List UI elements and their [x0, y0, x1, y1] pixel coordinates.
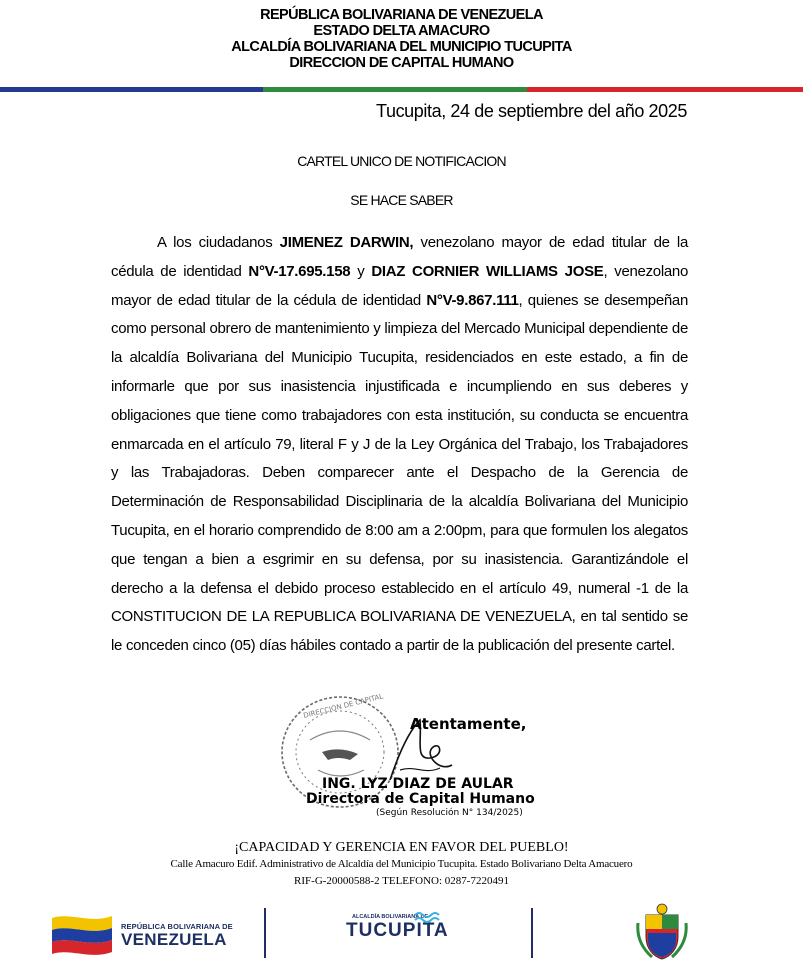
logo-divider	[531, 908, 533, 958]
body-text-4: , venezolano mayor de edad titular de la cédula de identidad	[111, 262, 689, 309]
stripe-blue	[0, 87, 263, 92]
venezuela-flag-icon	[50, 910, 114, 956]
stripe-green	[263, 87, 527, 92]
document-date: Tucupita, 24 de septiembre del año 2025	[376, 101, 687, 121]
id-number-1: N°V-17.695.158	[248, 262, 351, 280]
coat-of-arms-icon	[634, 903, 690, 963]
person-name-2: DIAZ CORNIER WILLIAMS JOSE	[371, 262, 604, 280]
header-line-municipality: ALCALDÍA BOLIVARIANA DEL MUNICIPIO TUCUPITA	[231, 39, 572, 55]
footer-logos	[0, 900, 803, 963]
footer-address: Calle Amacuro Edif. Administrativo de Alcaldía del Municipio Tucupita. Estado Bolivariano Delta Amacuero	[170, 858, 633, 870]
notice-paragraph	[111, 229, 688, 661]
signer-resolution: (Según Resolución N° 134/2025)	[376, 808, 523, 818]
letterhead	[0, 7, 803, 71]
notice-subtitle: SE HACE SABER	[350, 192, 453, 208]
svg-text:DIRECCION DE CAPITAL: DIRECCION DE CAPITAL	[302, 692, 385, 720]
id-number-2: N°V-9.867.111	[426, 291, 519, 309]
republic-logo-name: VENEZUELA	[121, 930, 227, 949]
tucupita-logo-caption: ALCALDÍA BOLIVARIANA DE	[352, 914, 429, 920]
republic-logo-caption: REPÚBLICA BOLIVARIANA DE	[121, 922, 233, 931]
stripe-red	[527, 87, 803, 92]
header-line-republic: REPÚBLICA BOLIVARIANA DE VENEZUELA	[260, 7, 543, 23]
body-text-1: A los ciudadanos	[157, 234, 280, 251]
logo-divider	[264, 908, 266, 958]
footer-motto: ¡CAPACIDAD Y GERENCIA EN FAVOR DEL PUEBLO!	[234, 840, 569, 855]
notice-body	[111, 229, 688, 661]
header-line-state: ESTADO DELTA AMACURO	[313, 23, 490, 39]
notice-title: CARTEL UNICO DE NOTIFICACION	[297, 153, 506, 169]
signature-block	[270, 690, 590, 830]
signer-title: Directora de Capital Humano	[306, 791, 535, 807]
header-line-department: DIRECCION DE CAPITAL HUMANO	[289, 55, 514, 71]
tricolor-stripe	[0, 87, 803, 92]
tucupita-logo-name: TUCUPITA	[346, 920, 449, 941]
closing-salutation: Atentamente,	[410, 715, 527, 733]
body-text-5: , quienes se desempeñan como personal obrero de mantenimiento y limpieza del Mercado Municipal dependiente de la alcaldía Bolivariana del Municipio Tucupita, residenciados en este estado, a fin de informarle que por sus inasistencia injustificada e incumpliendo en sus deberes y obligaciones que tiene como trabajadores con esta institución, su conducta se encuentra enmarcada en el artículo 79, literal F y J de la Ley Orgánica del Trabajo, los Trabajadores y las Trabajadoras. Deben comparecer ante el Despacho de la Gerencia de Determinación de Responsabilidad Disciplinaria de la alcaldía Bolivariana del Municipio Tucupita, en el horario comprendido de 8:00 am a 2:00pm, para que formulen los alegatos que tengan a bien a esgrimir en su defensa, por su inasistencia. Garantizándole el derecho a la defensa el debido proceso establecido en el artículo 49, numeral -1 de la CONSTITUCION DE LA REPUBLICA BOLIVARIANA DE VENEZUELA, en tal sentido se le conceden cinco (05) días hábiles contado a partir de la publicación del presente cartel.	[111, 291, 689, 655]
person-name-1: JIMENEZ DARWIN,	[279, 234, 414, 251]
body-text-2: venezolano mayor de edad titular de la cédula de identidad	[111, 234, 688, 280]
signer-name: ING. LYZ DIAZ DE AULAR	[322, 776, 514, 792]
footer-rif-phone: RIF-G-20000588-2 TELEFONO: 0287-7220491	[294, 875, 509, 887]
tucupita-waves-icon	[414, 911, 442, 925]
body-text-3: y	[350, 262, 372, 280]
